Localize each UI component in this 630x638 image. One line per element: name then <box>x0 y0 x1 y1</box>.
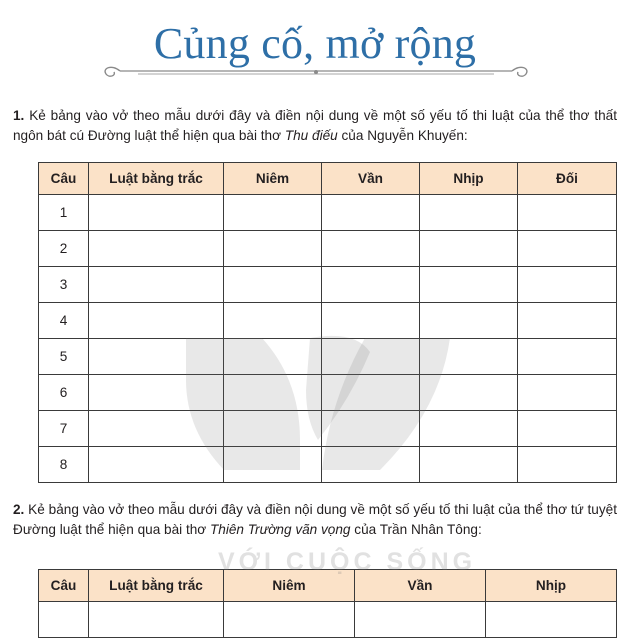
question-2-text: Kẻ bảng vào vở theo mẫu dưới đây và điền nội dung về một số yếu tố thi luật của thể thơ tứ tuyệt Đường luật thể hiện qua bài thơ <box>13 502 617 537</box>
question-1 <box>13 106 617 146</box>
question-2-author: của Trần Nhân Tông: <box>350 522 482 537</box>
row-number: 1 <box>39 195 89 231</box>
table-row <box>39 602 617 638</box>
table-1-header-van: Vần <box>322 163 420 195</box>
question-1-poem: Thu điếu <box>284 128 338 143</box>
question-1-number: 1. <box>13 108 25 123</box>
table-row <box>39 267 617 303</box>
table-1-header-cau: Câu <box>39 163 89 195</box>
table-row <box>39 303 617 339</box>
table-row <box>39 339 617 375</box>
question-1-author: của Nguyễn Khuyến: <box>337 128 468 143</box>
page-title: Củng cố, mở rộng <box>153 19 477 68</box>
table-1-header-doi: Đối <box>518 163 617 195</box>
table-2-header-niem: Niêm <box>224 570 355 602</box>
question-2-number: 2. <box>13 502 25 517</box>
title-ornament <box>98 60 534 84</box>
table-2-header-luat-bang-trac: Luật bằng trắc <box>89 570 224 602</box>
row-number: 7 <box>39 411 89 447</box>
table-row <box>39 447 617 483</box>
question-1-text: Kẻ bảng vào vở theo mẫu dưới đây và điền nội dung về một số yếu tố thi luật của thể thơ thất ngôn bát cú Đường luật thể hiện qua bài thơ <box>13 108 617 143</box>
table-1 <box>38 162 617 483</box>
row-number: 3 <box>39 267 89 303</box>
table-row <box>39 411 617 447</box>
table-2-header-cau: Câu <box>39 570 89 602</box>
row-number: 8 <box>39 447 89 483</box>
watermark-text: VỚI CUỘC SỐNG <box>218 548 477 576</box>
table-2-header-van: Vần <box>355 570 486 602</box>
question-2-poem: Thiên Trường vãn vọng <box>209 522 351 537</box>
table-2-header-nhip: Nhịp <box>486 570 617 602</box>
row-number: 2 <box>39 231 89 267</box>
row-number: 5 <box>39 339 89 375</box>
table-1-header-row <box>39 163 617 195</box>
table-2 <box>38 569 617 638</box>
question-2 <box>13 500 617 540</box>
row-number: 6 <box>39 375 89 411</box>
table-row <box>39 231 617 267</box>
row-number: 4 <box>39 303 89 339</box>
table-row <box>39 195 617 231</box>
table-1-header-luat-bang-trac: Luật bằng trắc <box>89 163 224 195</box>
table-row <box>39 375 617 411</box>
table-1-header-nhip: Nhịp <box>420 163 518 195</box>
table-1-header-niem: Niêm <box>224 163 322 195</box>
